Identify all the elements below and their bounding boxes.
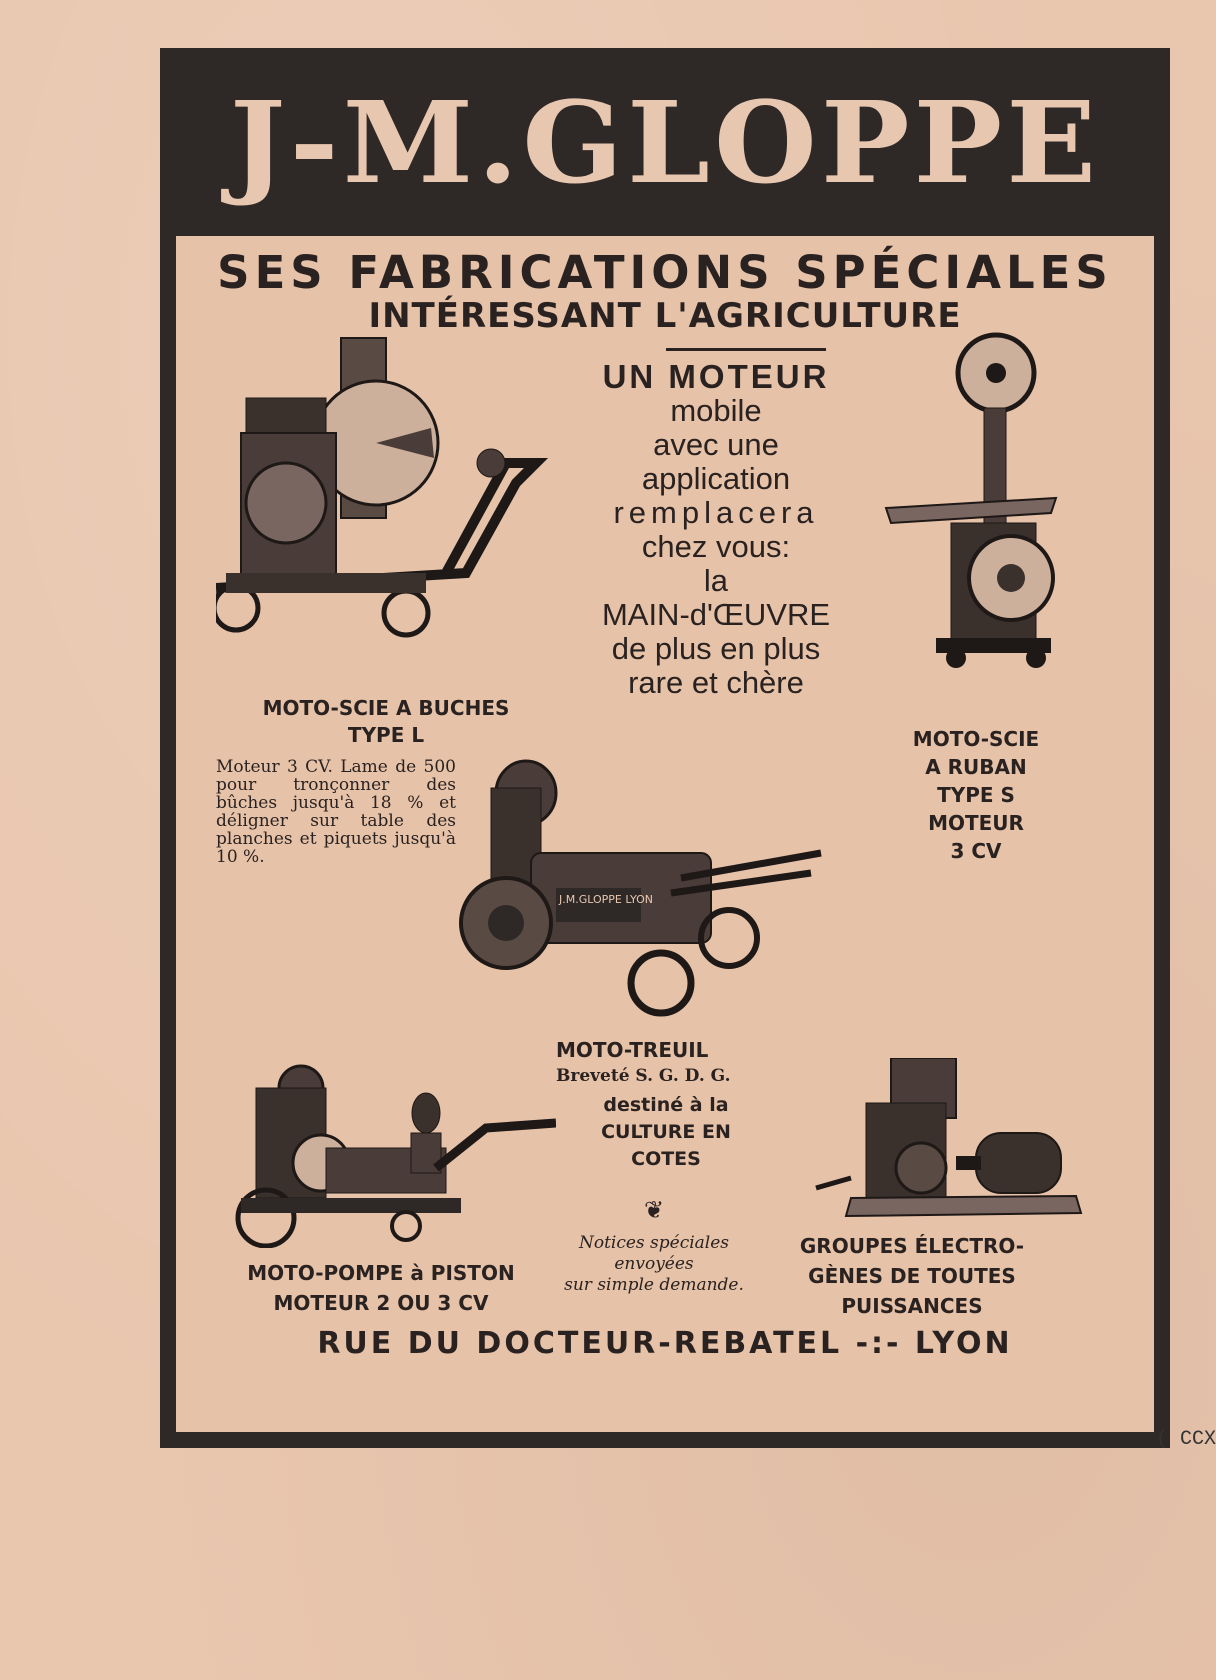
- note-line: sur simple demande.: [564, 1275, 744, 1295]
- groupe-electrogene-illustration: [811, 1058, 1086, 1223]
- caption-line: 3 CV: [950, 839, 1002, 863]
- slogan-line: chez vous:: [641, 529, 791, 564]
- brand-title: J-M.GLOPPE: [229, 75, 1101, 209]
- moto-scie-buches-description: Moteur 3 CV. Lame de 500 pour tronçonner des bûches jusqu'à 18 % et déligner sur table des planches et piquets jusqu'à 10 %.: [216, 757, 456, 867]
- slogan-lead: UN MOTEUR: [602, 358, 830, 395]
- caption-line: destiné à la: [603, 1094, 729, 1116]
- moto-treuil-title: MOTO-TREUIL: [556, 1038, 709, 1062]
- caption-line: MOTEUR 2 OU 3 CV: [273, 1291, 489, 1315]
- note-line: Notices spéciales: [578, 1233, 730, 1253]
- slogan-line: rare et chère: [628, 665, 804, 700]
- advertisement-frame: [160, 48, 1170, 1448]
- moto-treuil-illustration: [451, 748, 831, 1028]
- moto-scie-buches-illustration: [216, 333, 556, 643]
- slogan-line: application: [641, 461, 791, 496]
- note-line: envoyées: [614, 1254, 694, 1274]
- moto-scie-buches-title: [216, 695, 556, 749]
- slogan-line: la: [703, 563, 729, 598]
- caption-line: A RUBAN: [925, 755, 1027, 779]
- center-slogan: [566, 360, 866, 700]
- slogan-line: remplacera: [613, 495, 819, 530]
- notices-note: [554, 1233, 754, 1296]
- caption-line: GÈNES DE TOUTES: [808, 1264, 1016, 1288]
- headline-secondary: INTÉRESSANT L'AGRICULTURE: [368, 296, 962, 336]
- moto-pompe-caption: [196, 1258, 566, 1318]
- moto-scie-ruban-illustration: [876, 328, 1061, 668]
- slogan-line: avec une: [653, 427, 779, 462]
- caption-line: CULTURE EN: [601, 1121, 731, 1143]
- moto-treuil-plate: J.M.GLOPPE LYON: [559, 893, 654, 906]
- headline-primary: SES FABRICATIONS SPÉCIALES: [217, 246, 1113, 299]
- caption-line: MOTEUR: [928, 811, 1024, 835]
- page-number: ( CCX: [1155, 1428, 1216, 1451]
- slogan-line: de plus en plus: [611, 631, 821, 666]
- caption-line: TYPE S: [937, 783, 1015, 807]
- caption-line: MOTO-SCIE A BUCHES: [262, 696, 510, 720]
- caption-line: MOTO-POMPE à PISTON: [247, 1261, 515, 1285]
- title-banner: [160, 48, 1170, 236]
- caption-line: GROUPES ÉLECTRO-: [799, 1234, 1025, 1258]
- caption-line: PUISSANCES: [841, 1294, 983, 1318]
- groupes-electrogenes-caption: [762, 1231, 1062, 1321]
- divider-rule: [666, 348, 826, 351]
- slogan-line: MAIN-d'ŒUVRE: [601, 597, 831, 632]
- moto-pompe-illustration: [216, 1058, 556, 1248]
- caption-line: COTES: [631, 1148, 701, 1170]
- caption-line: TYPE L: [347, 723, 425, 747]
- slogan-line: mobile: [670, 393, 762, 428]
- caption-line: MOTO-SCIE: [912, 727, 1040, 751]
- moto-scie-ruban-caption: [876, 725, 1076, 865]
- fleuron-ornament: ❦: [644, 1197, 665, 1224]
- moto-treuil-patent: Breveté S. G. D. G.: [556, 1066, 731, 1086]
- address-line: RUE DU DOCTEUR-REBATEL -:- LYON: [317, 1326, 1013, 1361]
- moto-treuil-usage: [556, 1092, 776, 1173]
